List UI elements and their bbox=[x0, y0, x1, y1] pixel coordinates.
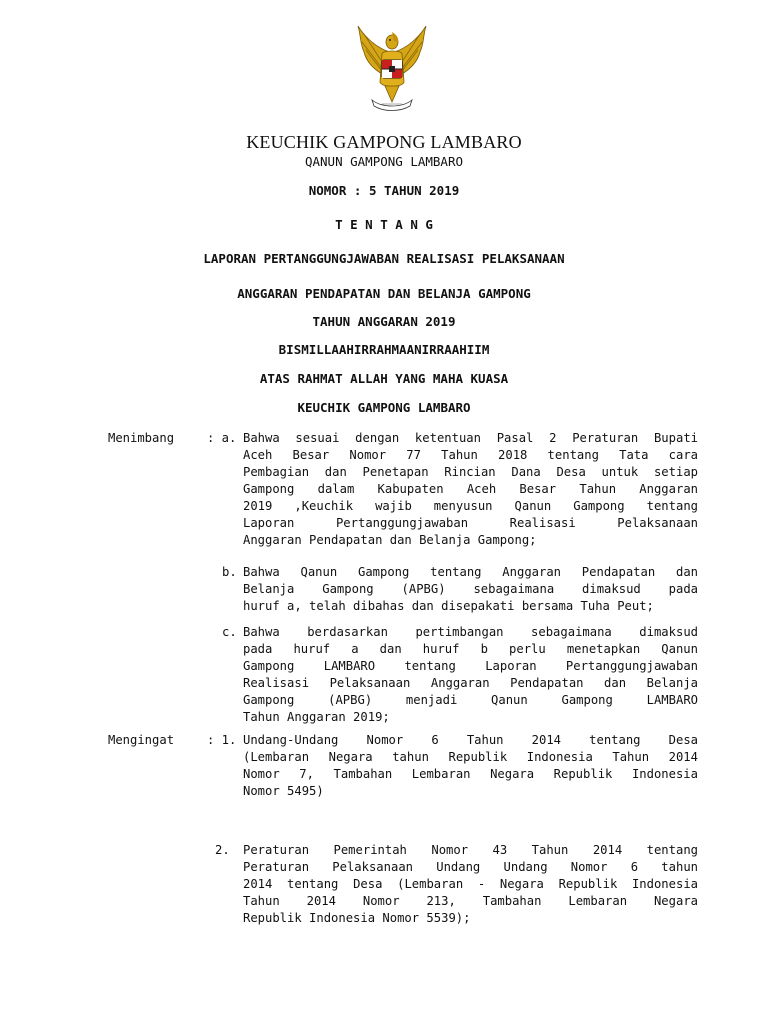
document-subtitle: QANUN GAMPONG LAMBARO bbox=[304, 154, 464, 169]
garuda-emblem-icon bbox=[352, 22, 432, 114]
mengingat-item-2 bbox=[243, 842, 698, 927]
menimbang-label: Menimbang bbox=[108, 431, 175, 445]
page-title: KEUCHIK GAMPONG LAMBARO bbox=[246, 132, 522, 152]
mengingat-colon: : 1. bbox=[207, 733, 237, 747]
text-line: 2014 tentang Desa (Lembaran - Negara Republik Indonesia bbox=[243, 877, 698, 891]
text-line: Undang-Undang Nomor 6 Tahun 2014 tentang Desa bbox=[243, 733, 698, 747]
text-line: Tahun 2014 Nomor 213, Tambahan Lembaran Negara bbox=[243, 894, 698, 908]
text-line: Gampong dalam Kabupaten Aceh Besar Tahun Anggaran bbox=[243, 482, 698, 496]
text-line: Gampong LAMBARO tentang Laporan Pertanggungjawaban bbox=[243, 659, 698, 673]
text-line: Pembagian dan Penetapan Rincian Dana Desa untuk setiap bbox=[243, 465, 698, 479]
menimbang-colon: : a. bbox=[207, 431, 237, 445]
item-marker-b: b. bbox=[222, 565, 237, 579]
text-line: Peraturan Pemerintah Nomor 43 Tahun 2014 tentang bbox=[243, 843, 698, 857]
menimbang-item-c bbox=[243, 624, 698, 726]
bismillah-heading: BISMILLAAHIRRAHMAANIRRAAHIIM bbox=[278, 342, 490, 357]
text-line: Aceh Besar Nomor 77 Tahun 2018 tentang Tata cara bbox=[243, 448, 698, 462]
atas-rahmat-heading: ATAS RAHMAT ALLAH YANG MAHA KUASA bbox=[259, 371, 509, 386]
text-line: Bahwa berdasarkan pertimbangan sebagaimana dimaksud bbox=[243, 625, 698, 639]
text-line: Anggaran Pendapatan dan Belanja Gampong; bbox=[243, 533, 537, 547]
text-line: (Lembaran Negara tahun Republik Indonesia Tahun 2014 bbox=[243, 750, 698, 764]
text-line: Bahwa sesuai dengan ketentuan Pasal 2 Peraturan Bupati bbox=[243, 431, 698, 445]
item-marker-2: 2. bbox=[215, 843, 230, 857]
text-line: Bahwa Qanun Gampong tentang Anggaran Pendapatan dan bbox=[243, 565, 698, 579]
menimbang-item-a bbox=[243, 430, 698, 549]
menimbang-item-b bbox=[243, 564, 698, 615]
text-line: Belanja Gampong (APBG) sebagaimana dimaksud pada bbox=[243, 582, 698, 596]
subject-line-3: TAHUN ANGGARAN 2019 bbox=[312, 314, 456, 329]
item-marker-c: c. bbox=[222, 625, 237, 639]
mengingat-item-1 bbox=[243, 732, 698, 800]
text-line: Laporan Pertanggungjawaban Realisasi Pelaksanaan bbox=[243, 516, 698, 530]
text-line: Nomor 7, Tambahan Lembaran Negara Republik Indonesia bbox=[243, 767, 698, 781]
text-line: Nomor 5495) bbox=[243, 784, 324, 798]
mengingat-label: Mengingat bbox=[108, 733, 175, 747]
subject-line-1: LAPORAN PERTANGGUNGJAWABAN REALISASI PELAKSANAAN bbox=[203, 251, 565, 266]
document-number: NOMOR : 5 TAHUN 2019 bbox=[308, 183, 460, 198]
text-line: Peraturan Pelaksanaan Undang Undang Nomor 6 tahun bbox=[243, 860, 698, 874]
text-line: 2019 ,Keuchik wajib menyusun Qanun Gampong tentang bbox=[243, 499, 698, 513]
text-line: Republik Indonesia Nomor 5539); bbox=[243, 911, 471, 925]
text-line: Gampong (APBG) menjadi Qanun Gampong LAMBARO bbox=[243, 693, 698, 707]
text-line: Tahun Anggaran 2019; bbox=[243, 710, 390, 724]
keuchik-heading: KEUCHIK GAMPONG LAMBARO bbox=[297, 400, 471, 415]
text-line: pada huruf a dan huruf b perlu menetapkan Qanun bbox=[243, 642, 698, 656]
tentang-heading: T E N T A N G bbox=[335, 217, 433, 232]
subject-line-2: ANGGARAN PENDAPATAN DAN BELANJA GAMPONG bbox=[237, 286, 531, 301]
text-line: huruf a, telah dibahas dan disepakati bersama Tuha Peut; bbox=[243, 599, 654, 613]
text-line: Realisasi Pelaksanaan Anggaran Pendapatan dan Belanja bbox=[243, 676, 698, 690]
